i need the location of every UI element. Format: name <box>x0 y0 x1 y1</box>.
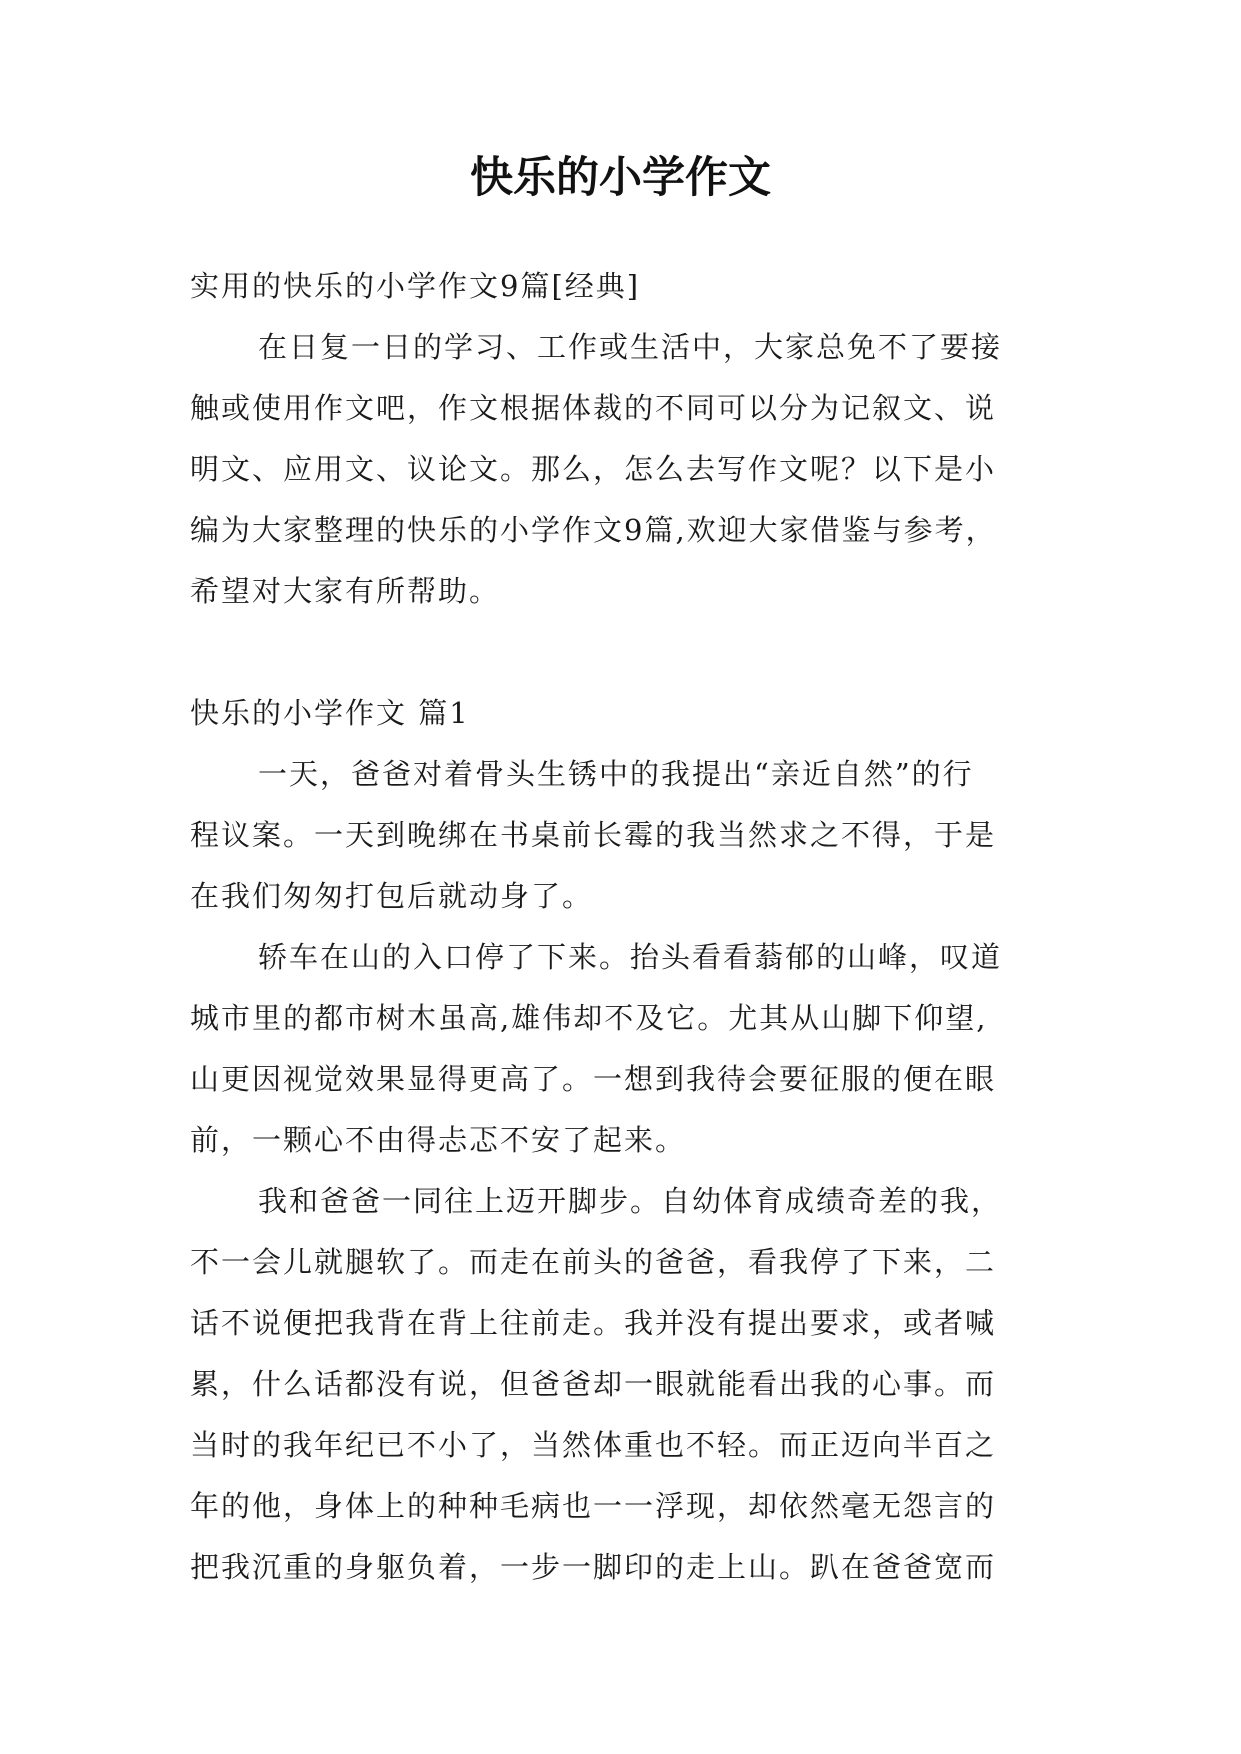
paragraph-line: 年的他，身体上的种种毛病也一一浮现，却依然毫无怨言的 <box>190 1489 997 1523</box>
intro-line: 编为大家整理的快乐的小学作文9篇,欢迎大家借鉴与参考， <box>190 513 997 547</box>
paragraph-2 <box>190 927 1058 1171</box>
section-heading: 快乐的小学作文 篇1 <box>190 696 470 730</box>
intro-line: 在日复一日的学习、工作或生活中，大家总免不了要接 <box>258 330 1003 364</box>
paragraph-line: 我和爸爸一同往上迈开脚步。自幼体育成绩奇差的我， <box>258 1184 1003 1218</box>
paragraph-line: 不一会儿就腿软了。而走在前头的爸爸，看我停了下来，二 <box>190 1245 997 1279</box>
paragraph-line: 话不说便把我背在背上往前走。我并没有提出要求，或者喊 <box>190 1306 997 1340</box>
document-subtitle: 实用的快乐的小学作文9篇[经典] <box>190 269 641 303</box>
paragraph-line: 把我沉重的身躯负着，一步一脚印的走上山。趴在爸爸宽而 <box>190 1550 997 1584</box>
paragraph-line: 城市里的都市树木虽高,雄伟却不及它。尤其从山脚下仰望, <box>190 1001 988 1035</box>
intro-line: 明文、应用文、议论文。那么，怎么去写作文呢？以下是小 <box>190 452 997 486</box>
paragraph-1 <box>190 744 1058 927</box>
section-gap <box>190 622 1058 683</box>
page-title: 快乐的小学作文 <box>470 153 771 203</box>
paragraph-line: 在我们匆匆打包后就动身了。 <box>190 879 594 913</box>
paragraph-line: 前，一颗心不由得忐忑不安了起来。 <box>190 1123 687 1157</box>
intro-line: 希望对大家有所帮助。 <box>190 574 501 608</box>
paragraph-line: 轿车在山的入口停了下来。抬头看看蓊郁的山峰，叹道 <box>258 940 1003 974</box>
paragraph-line: 程议案。一天到晚绑在书桌前长霉的我当然求之不得，于是 <box>190 818 997 852</box>
paragraph-3 <box>190 1171 1058 1598</box>
document-body <box>190 256 1058 1598</box>
paragraph-line: 累，什么话都没有说，但爸爸却一眼就能看出我的心事。而 <box>190 1367 997 1401</box>
intro-paragraph <box>190 317 1058 622</box>
paragraph-line: 山更因视觉效果显得更高了。一想到我待会要征服的便在眼 <box>190 1062 997 1096</box>
intro-line: 触或使用作文吧，作文根据体裁的不同可以分为记叙文、说 <box>190 391 997 425</box>
paragraph-line: 当时的我年纪已不小了，当然体重也不轻。而正迈向半百之 <box>190 1428 997 1462</box>
paragraph-line: 一天，爸爸对着骨头生锈中的我提出“亲近自然”的行 <box>258 757 974 791</box>
